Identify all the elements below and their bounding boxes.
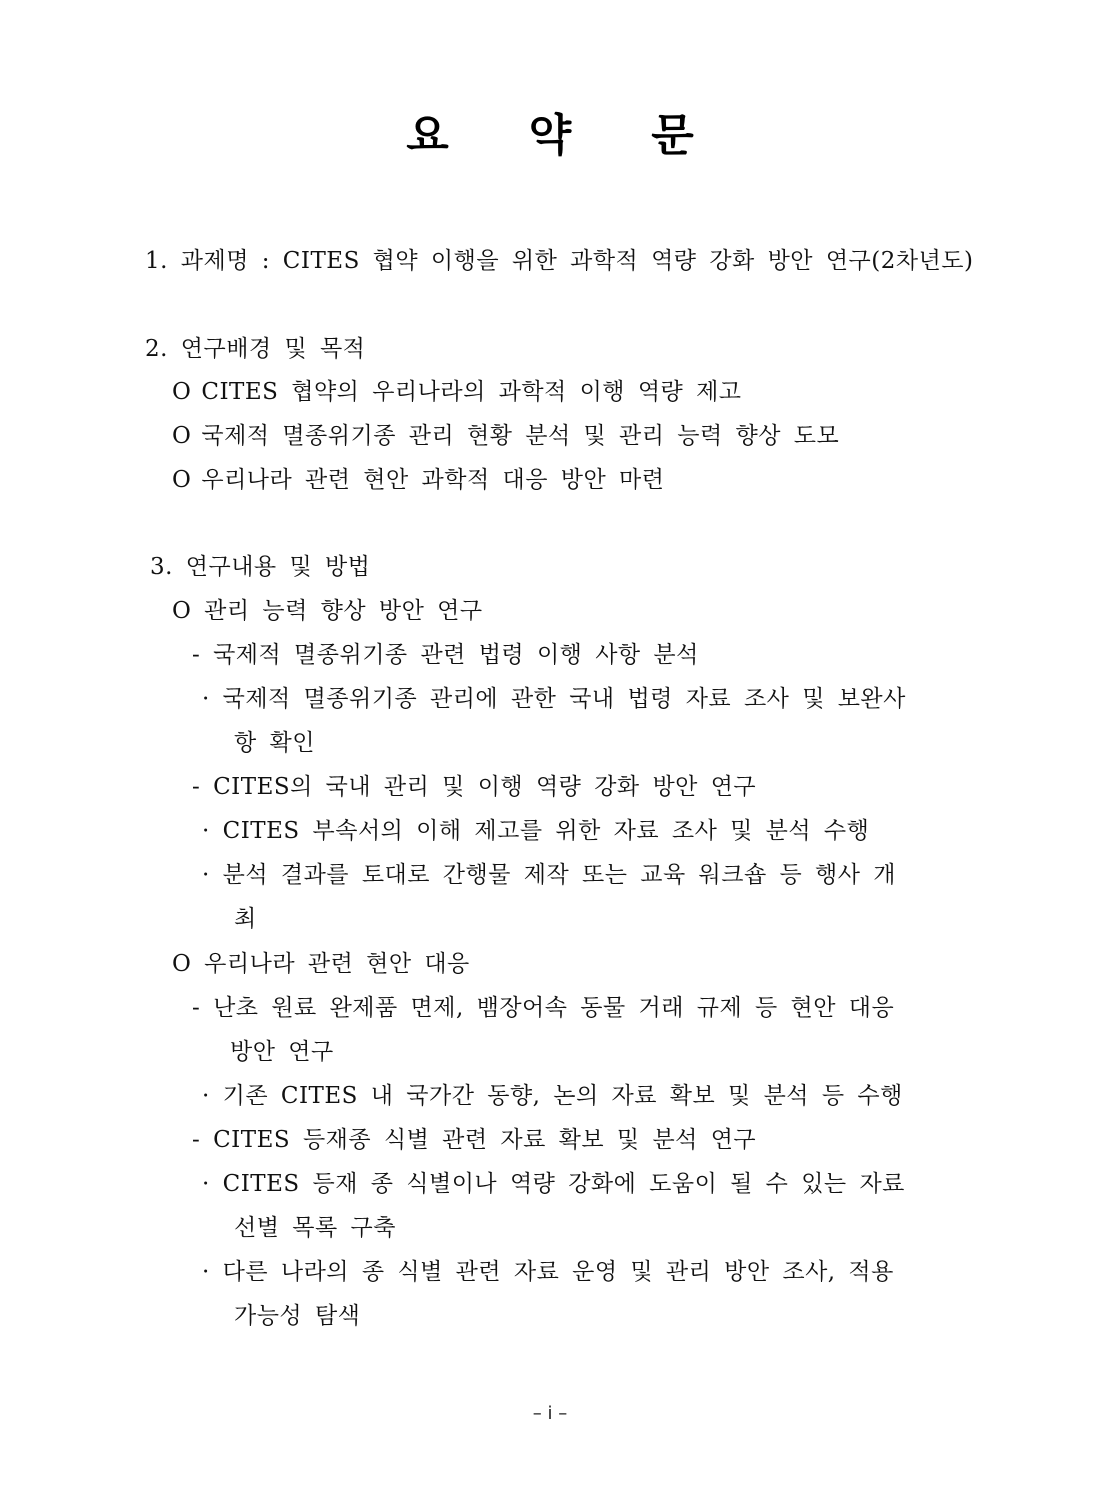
list-item: O 관리 능력 향상 방안 연구 xyxy=(172,598,483,624)
list-item: - CITES 등재종 식별 관련 자료 확보 및 분석 연구 xyxy=(192,1127,757,1153)
project-title: 1. 과제명 : CITES 협약 이행을 위한 과학적 역량 강화 방안 연구(2차년도) xyxy=(145,248,974,274)
circle-bullet-icon: O xyxy=(172,423,192,449)
list-item: · 분석 결과를 토대로 간행물 제작 또는 교육 워크숍 등 행사 개 xyxy=(202,862,896,888)
circle-bullet-icon: O xyxy=(172,379,192,405)
list-item-continued: 방안 연구 xyxy=(230,1039,334,1065)
list-item: · 다른 나라의 종 식별 관련 자료 운영 및 관리 방안 조사, 적용 xyxy=(202,1259,894,1285)
list-item-continued: 가능성 탐색 xyxy=(234,1303,361,1329)
list-item-continued: 선별 목록 구축 xyxy=(234,1215,396,1241)
circle-bullet-icon: O xyxy=(172,467,192,493)
page-number: – i – xyxy=(532,1403,568,1424)
list-item-continued: 최 xyxy=(234,906,257,932)
list-item: O 우리나라 관련 현안 대응 xyxy=(172,951,470,977)
list-item: - 난초 원료 완제품 면제, 뱀장어속 동물 거래 규제 등 현안 대응 xyxy=(192,995,895,1021)
list-item: · CITES 등재 종 식별이나 역량 강화에 도움이 될 수 있는 자료 xyxy=(202,1171,905,1197)
list-item: O CITES 협약의 우리나라의 과학적 이행 역량 제고 xyxy=(172,379,742,405)
section-heading: 2. 연구배경 및 목적 xyxy=(145,336,366,362)
title-char: 요 xyxy=(406,110,449,161)
title-char: 약 xyxy=(528,110,572,161)
page-title xyxy=(0,106,1100,166)
list-item-continued: 항 확인 xyxy=(234,730,315,756)
section-heading: 3. 연구내용 및 방법 xyxy=(150,554,371,580)
list-item: O 국제적 멸종위기종 관리 현황 분석 및 관리 능력 향상 도모 xyxy=(172,423,840,449)
list-item: · CITES 부속서의 이해 제고를 위한 자료 조사 및 분석 수행 xyxy=(202,818,870,844)
list-item: O 우리나라 관련 현안 과학적 대응 방안 마련 xyxy=(172,467,665,493)
list-item: · 기존 CITES 내 국가간 동향, 논의 자료 확보 및 분석 등 수행 xyxy=(202,1083,903,1109)
list-item: - CITES의 국내 관리 및 이행 역량 강화 방안 연구 xyxy=(192,774,757,800)
list-item: · 국제적 멸종위기종 관리에 관한 국내 법령 자료 조사 및 보완사 xyxy=(202,686,906,712)
list-item: - 국제적 멸종위기종 관련 법령 이행 사항 분석 xyxy=(192,642,699,668)
title-char: 문 xyxy=(651,110,694,161)
